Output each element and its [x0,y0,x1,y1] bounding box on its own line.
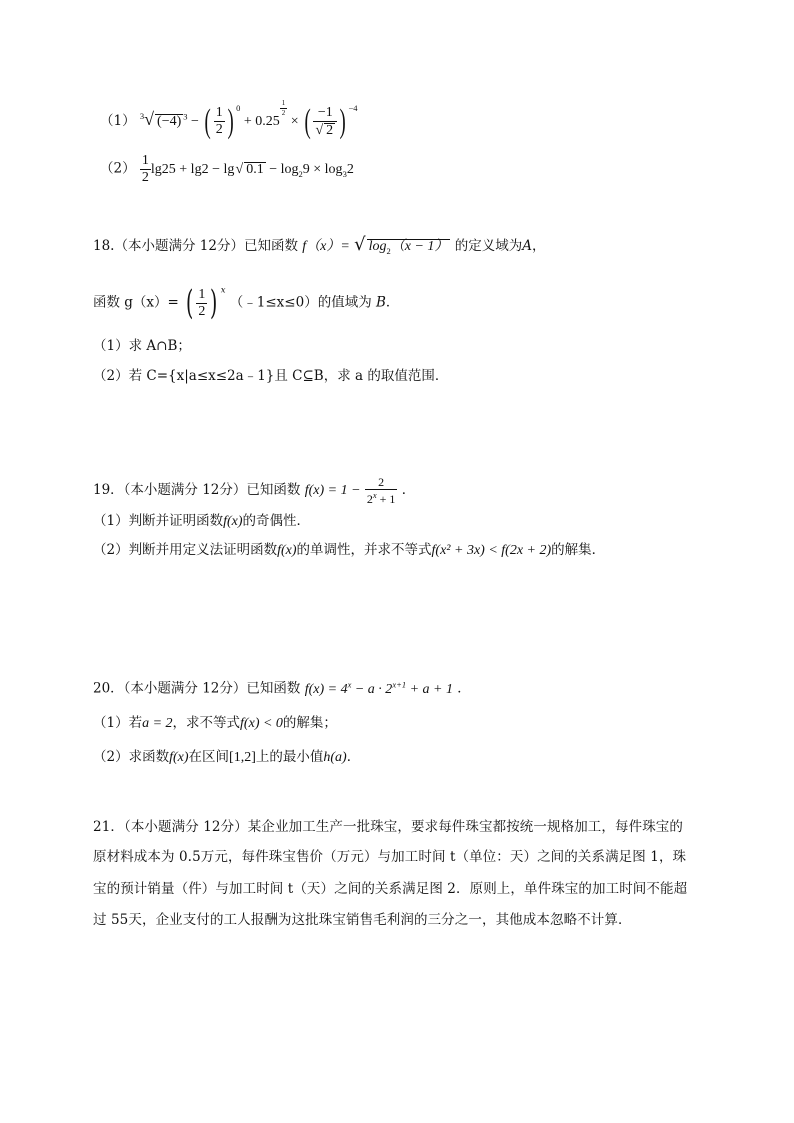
q19-part1: （1）判断并证明函数f(x)的奇偶性． [93,513,311,529]
q19-heading: 19．（本小题满分 12分）已知函数 f(x) = 1 − $\frac{2}{2^x + 1}$ ． [93,475,416,506]
q21-line2: 原材料成本为 0.5万元，每件珠宝售价（万元）与加工时间 t（单位：天）之间的关系满足图 1，珠 [93,849,687,865]
q20-heading: 20．（本小题满分 12分）已知函数 $f(x) = 4^x - a \cdot 2^{x+1} + a + 1$ ． [93,679,471,697]
q18-line2: 函数 g（x）= ( $\frac{1}{2}$ ) $^x$ （﹣1≤x≤0）的值域为 B． [93,283,400,323]
q17-part2-formula: $\frac{1}{2}$ lg25 + lg2 − lg √ $0.1 - \log_29 \times \log_32$ [141,153,354,185]
q21-line1: 21．（本小题满分 12分）某企业加工生产一批珠宝，要求每件珠宝都按统一规格加工，每件珠宝的 [93,819,683,835]
q17-part1-formula: $^3$√ (−4) $^3$ − ( $\frac{1}{2}$ ) $^0$ + 0.25 $\frac{1}{2}$ × ( $\frac{-1}{√ 2}$ ) $^{-4}$ [139,99,358,140]
q19-part2: （2）判断并用定义法证明函数f(x)的单调性，并求不等式f(x² + 3x) < f(2x + 2)的解集． [93,542,606,558]
q17-part2-label: （2） [100,160,136,177]
q17-part1 [100,100,358,139]
q18-part1: （1）求 A∩B； [93,338,191,354]
q21-line4: 过 55天，企业支付的工人报酬为这批珠宝销售毛利润的三分之一，其他成本忽略不计算． [93,912,632,928]
q17-part1-label: （1） [100,113,136,129]
q18-part2: （2）若 C={x|a≤x≤2a﹣1}且 C⊆B，求 a 的取值范围． [93,368,449,384]
q17-part2 [100,154,354,185]
q20-part2: （2）求函数f(x)在区间[1,2]上的最小值h(a)． [93,749,361,765]
q21-line3: 宝的预计销量（件）与加工时间 t（天）之间的关系满足图 2．原则上，单件珠宝的加工时间不能超 [93,881,688,897]
q18-heading: 18.（本小题满分 12分）已知函数 f（x）= √ $\log_2(x - 1)$ 的定义域为A， [93,234,546,256]
q20-part1: （1）若a = 2，求不等式f(x) < 0的解集； [93,715,337,731]
